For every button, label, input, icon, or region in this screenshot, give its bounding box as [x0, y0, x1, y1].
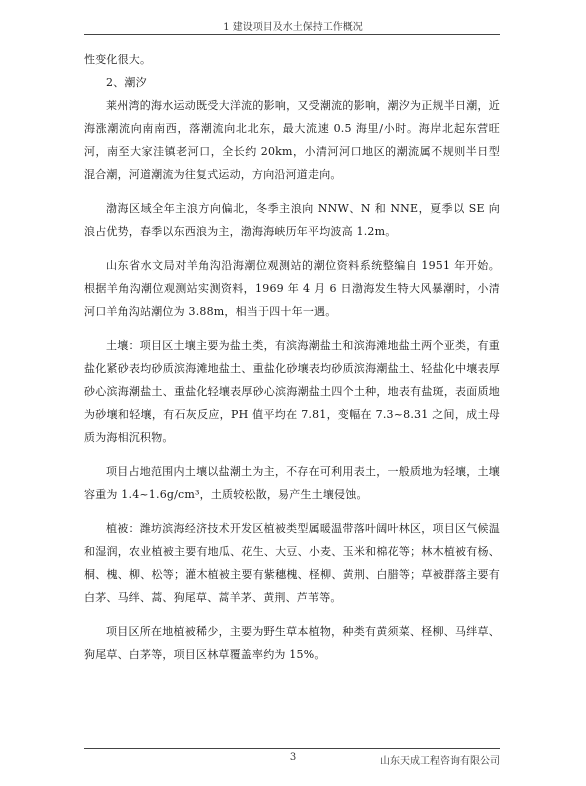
paragraph-storm-surge: 山东省水文局对羊角沟沿海潮位观测站的潮位资料系统整编自 1951 年开始。根据羊角沟潮位观测站实测资料，1969 年 4 月 6 日渤海发生特大风暴潮时，小清河口羊角沟站潮位为 3.88m，相当于四十年一遇。	[84, 259, 500, 318]
company-name: 山东天成工程咨询有限公司	[380, 756, 500, 767]
paragraph-waves: 渤海区域全年主浪方向偏北，冬季主浪向 NNW、N 和 NNE，夏季以 SE 向浪占优势，春季以东西浪为主，渤海海峡历年平均波高 1.2m。	[84, 202, 500, 238]
header-rule	[84, 34, 500, 35]
paragraph-soil-density: 项目占地范围内土壤以盐潮土为主，不存在可利用表土，一般质地为轻壤，土壤容重为 1.4~1.6g/cm³，土质较松散，易产生土壤侵蚀。	[84, 465, 500, 501]
footer-rule	[84, 748, 500, 749]
section-heading-tide: 2、潮汐	[106, 76, 147, 89]
document-body	[84, 48, 500, 677]
paragraph-vegetation-cover: 项目区所在地植被稀少，主要为野生草本植物，种类有黄须菜、柽柳、马绊草、狗尾草、白茅等，项目区林草覆盖率约为 15%。	[84, 625, 500, 661]
running-header: 1 建设项目及水土保持工作概况	[223, 22, 363, 33]
page-number: 3	[289, 752, 297, 763]
paragraph-tide: 莱州湾的海水运动既受大洋流的影响，又受潮流的影响，潮汐为正规半日潮，近海涨潮流向南南西，落潮流向北北东，最大流速 0.5 海里/小时。海岸北起东营旺河，南至大家洼镇老河口，全长约 20km，小清河河口地区的潮流属不规则半日型混合潮，河道潮流为往复式运动，方向沿河道走向。	[84, 99, 500, 181]
paragraph-soil: 土壤：项目区土壤主要为盐土类，有滨海潮盐土和滨海滩地盐土两个亚类，有重盐化紧砂表均砂质滨海滩地盐土、重盐化砂壤表均砂质滨海潮盐土、轻盐化中壤表厚砂心滨海潮盐土、重盐化轻壤表厚砂心滨海潮盐土四个土种，地表有盐斑，表面质地为砂壤和轻壤，有石灰反应，PH 值平均在 7.81，变幅在 7.3~8.31 之间，成土母质为海相沉积物。	[84, 339, 500, 444]
paragraph-continuation: 性变化很大。	[84, 53, 152, 66]
paragraph-vegetation: 植被：潍坊滨海经济技术开发区植被类型属暖温带落叶阔叶林区，项目区气候温和湿润，农业植被主要有地瓜、花生、大豆、小麦、玉米和棉花等；林木植被有杨、桐、槐、柳、松等；灌木植被主要有紫穗槐、柽柳、黄荆、白腊等；草被群落主要有白茅、马绊、蒿、狗尾草、蒿羊茅、黄荆、芦苇等。	[84, 522, 500, 604]
